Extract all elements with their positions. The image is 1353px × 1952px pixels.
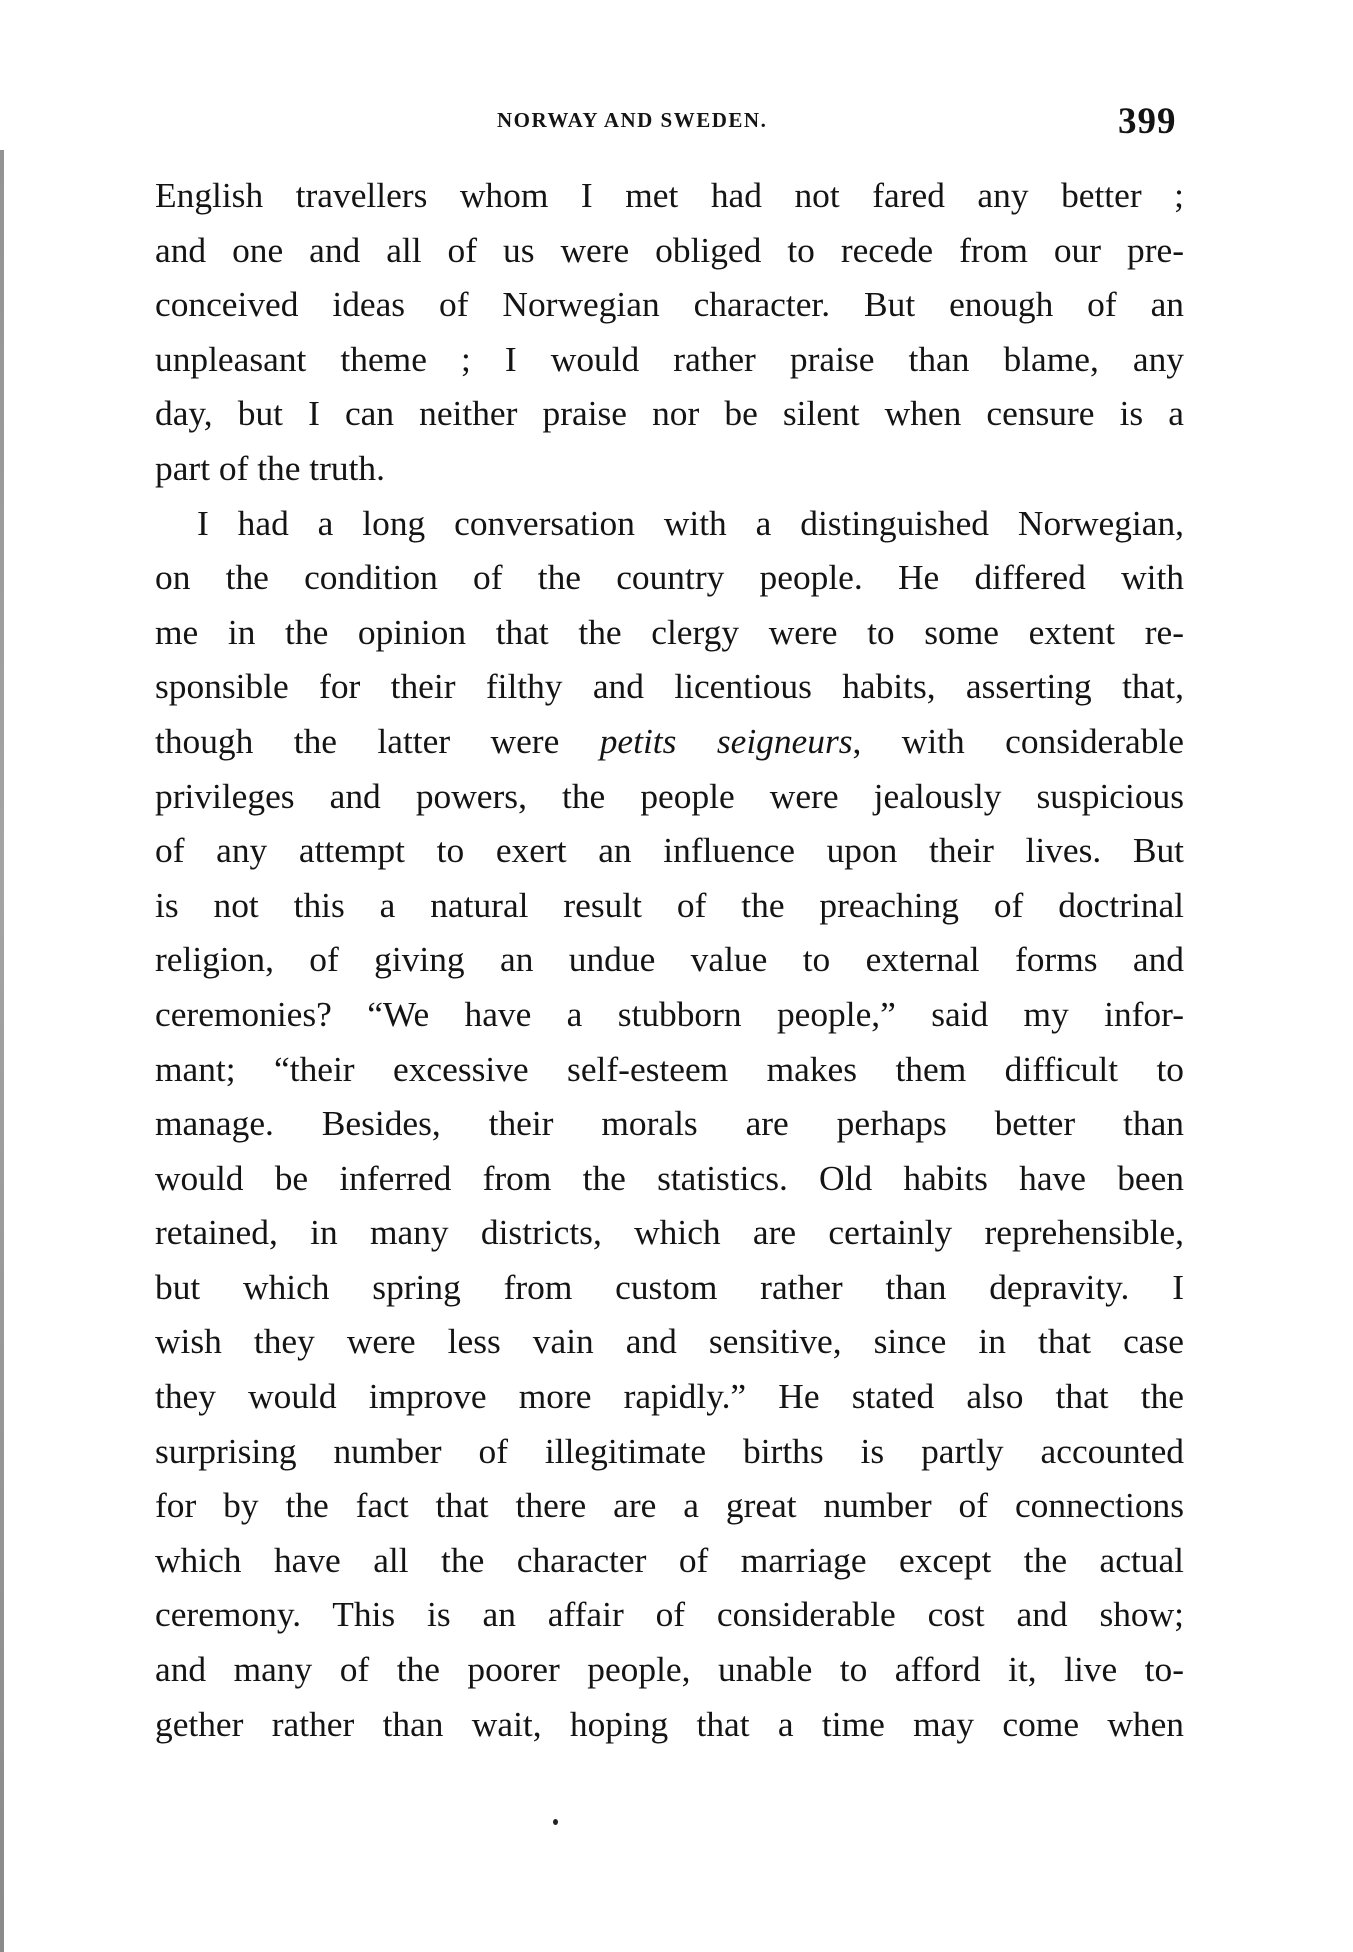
text-line: they would improve more rapidly.” He stated also that the	[155, 1376, 1184, 1417]
scan-edge	[0, 150, 4, 1952]
paragraph-1	[155, 168, 1184, 496]
text-run: though the latter were	[155, 720, 600, 761]
text-line: for by the fact that there are a great number of connections	[155, 1485, 1184, 1526]
text-line: which have all the character of marriage except the actual	[155, 1539, 1184, 1580]
text-line: and one and all of us were obliged to recede from our pre-	[155, 229, 1184, 270]
text-line: wish they were less vain and sensitive, since in that case	[155, 1321, 1184, 1362]
body-text	[155, 168, 1184, 1751]
text-line: religion, of giving an undue value to external forms and	[155, 939, 1184, 980]
text-line: part of the truth.	[155, 447, 385, 488]
text-line-with-italic	[155, 714, 1184, 769]
text-line: and many of the poorer people, unable to afford it, live to-	[155, 1649, 1184, 1690]
text-run: , with considerable	[852, 720, 1184, 761]
text-line: sponsible for their filthy and licentious habits, asserting that,	[155, 666, 1184, 707]
paragraph-2	[155, 496, 1184, 1752]
ink-speck	[553, 1819, 558, 1825]
text-line: me in the opinion that the clergy were to some extent re-	[155, 611, 1184, 652]
text-line: ceremonies? “We have a stubborn people,” said my infor-	[155, 993, 1184, 1034]
text-line: manage. Besides, their morals are perhaps better than	[155, 1103, 1184, 1144]
text-line: privileges and powers, the people were jealously suspicious	[155, 775, 1184, 816]
italic-phrase: petits seigneurs	[599, 720, 853, 761]
text-line: English travellers whom I met had not fared any better ;	[155, 175, 1184, 215]
running-title: NORWAY AND SWEDEN.	[497, 108, 768, 132]
text-line: is not this a natural result of the preaching of doctrinal	[155, 884, 1184, 925]
text-line: on the condition of the country people. He differed with	[155, 557, 1184, 598]
text-line: conceived ideas of Norwegian character. But enough of an	[155, 284, 1184, 325]
text-line: surprising number of illegitimate births is partly accounted	[155, 1430, 1184, 1471]
text-line: would be inferred from the statistics. Old habits have been	[155, 1157, 1184, 1198]
text-line: unpleasant theme ; I would rather praise than blame, any	[155, 338, 1184, 379]
text-line: of any attempt to exert an influence upon their lives. But	[155, 830, 1184, 871]
text-line: mant; “their excessive self-esteem makes them difficult to	[155, 1048, 1184, 1089]
running-head	[0, 100, 1353, 140]
text-line: ceremony. This is an affair of considerable cost and show;	[155, 1594, 1184, 1635]
text-line: day, but I can neither praise nor be silent when censure is a	[155, 393, 1184, 434]
text-line: gether rather than wait, hoping that a time may come when	[155, 1703, 1184, 1744]
page-number: 399	[1118, 101, 1177, 142]
text-line: but which spring from custom rather than depravity. I	[155, 1266, 1184, 1307]
text-line: I had a long conversation with a distinguished Norwegian,	[197, 502, 1184, 543]
text-line: retained, in many districts, which are certainly reprehensible,	[155, 1212, 1184, 1253]
